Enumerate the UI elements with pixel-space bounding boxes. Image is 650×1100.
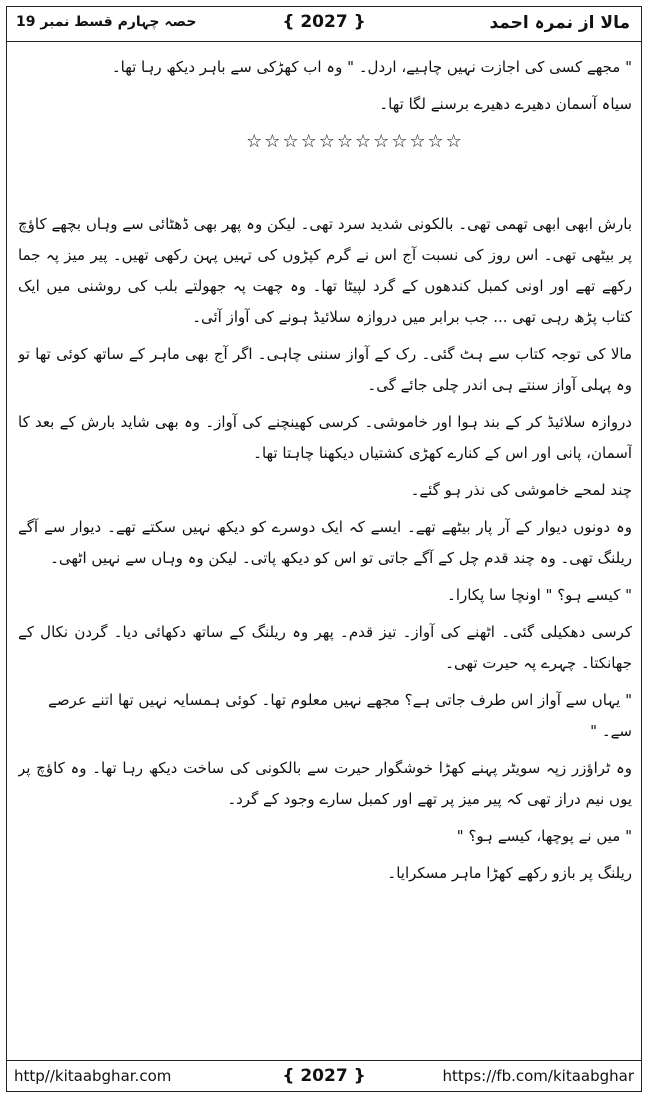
dialogue-line: " کیسے ہو؟ " اونچا سا پکارا۔ xyxy=(447,586,632,604)
paragraph: چند لمحے خاموشی کی نذر ہو گئے۔ xyxy=(410,481,632,499)
paragraph: " مجھے کسی کی اجازت نہیں چاہیے، اردل۔ " وہ اب کھڑکی سے باہر دیکھ رہا تھا۔ xyxy=(111,58,632,76)
paragraph: کرسی دھکیلی گئی۔ اٹھنے کی آواز۔ تیز قدم۔ پھر وہ ریلنگ کے ساتھ دکھائی دیا۔ گردن نکال کے جھانکتا۔ چہرے پہ حیرت تھی۔ xyxy=(18,623,632,672)
paragraph: بارش ابھی ابھی تھمی تھی۔ بالکونی شدید سرد تھی۔ لیکن وہ پھر بھی ڈھٹائی سے وہاں بچھے کاؤچ پر بیٹھی تھی۔ اس روز کی نسبت آج اس نے گرم کپڑوں کی تہیں پہن رکھی تھیں۔ پیر میز پہ جما رکھے تھے اور اونی کمبل کندھوں کے گرد لپیٹا تھا۔ وہ چھت پہ جھولتے بلب کی روشنی میں ایک کتاب پڑھ رہی تھی ... جب برابر میں دروازہ سلائیڈ ہونے کی آواز آئی۔ xyxy=(18,215,632,326)
book-title: مالا از نمرہ احمد xyxy=(489,13,630,33)
header-page-number: { 2027 } xyxy=(282,12,366,32)
section-label: حصہ چہارم قسط نمبر 19 xyxy=(16,14,197,30)
paragraph: سیاہ آسمان دھیرے دھیرے برسنے لگا تھا۔ xyxy=(379,95,632,113)
paragraph: ریلنگ پر بازو رکھے کھڑا ماہر مسکرایا۔ xyxy=(387,864,632,882)
page-content xyxy=(18,52,632,1056)
page-header xyxy=(6,6,642,42)
dialogue-line: " یہاں سے آواز اس طرف جاتی ہے؟ مجھے نہیں معلوم تھا۔ کوئی ہمسایہ نہیں تھا اتنے عرصے سے۔ " xyxy=(48,691,632,740)
paragraph: وہ ٹراؤزر زپہ سویٹر پہنے کھڑا خوشگوار حیرت سے بالکونی کی ساخت دیکھ رہا تھا۔ وہ کاؤچ پر یوں نیم دراز تھی کہ پیر میز پر تھے اور کمبل سارے وجود کے گرد۔ xyxy=(18,759,632,808)
paragraph: دروازہ سلائیڈ کر کے بند ہوا اور خاموشی۔ کرسی کھینچنے کی آواز۔ وہ بھی شاید بارش کے بعد کا آسمان، پانی اور اس کے کنارے کھڑی کشتیاں دیکھنا چاہتا تھا۔ xyxy=(18,413,632,462)
dialogue-line: " میں نے پوچھا، کیسے ہو؟ " xyxy=(456,827,632,845)
footer-page-number: { 2027 } xyxy=(282,1066,366,1086)
paragraph: مالا کی توجہ کتاب سے ہٹ گئی۔ رک کے آواز سننی چاہی۔ اگر آج بھی ماہر کے ساتھ کوئی تھا تو وہ پہلی آواز سنتے ہی اندر چلی جائے گی۔ xyxy=(18,345,632,394)
star-separator: ☆☆☆☆☆☆☆☆☆☆☆☆ xyxy=(246,131,464,152)
website-link[interactable]: http//kitaabghar.com xyxy=(14,1067,172,1085)
page-footer xyxy=(6,1060,642,1092)
paragraph: وہ دونوں دیوار کے آر پار بیٹھے تھے۔ ایسے کہ ایک دوسرے کو دیکھ نہیں سکتے تھے۔ دیوار سے آگے ریلنگ تھی۔ وہ چند قدم چل کے آگے جاتی تو اس کو دیکھ پاتی۔ لیکن وہ وہاں سے نہیں اٹھی۔ xyxy=(18,518,632,567)
facebook-link[interactable]: https://fb.com/kitaabghar xyxy=(442,1067,634,1085)
